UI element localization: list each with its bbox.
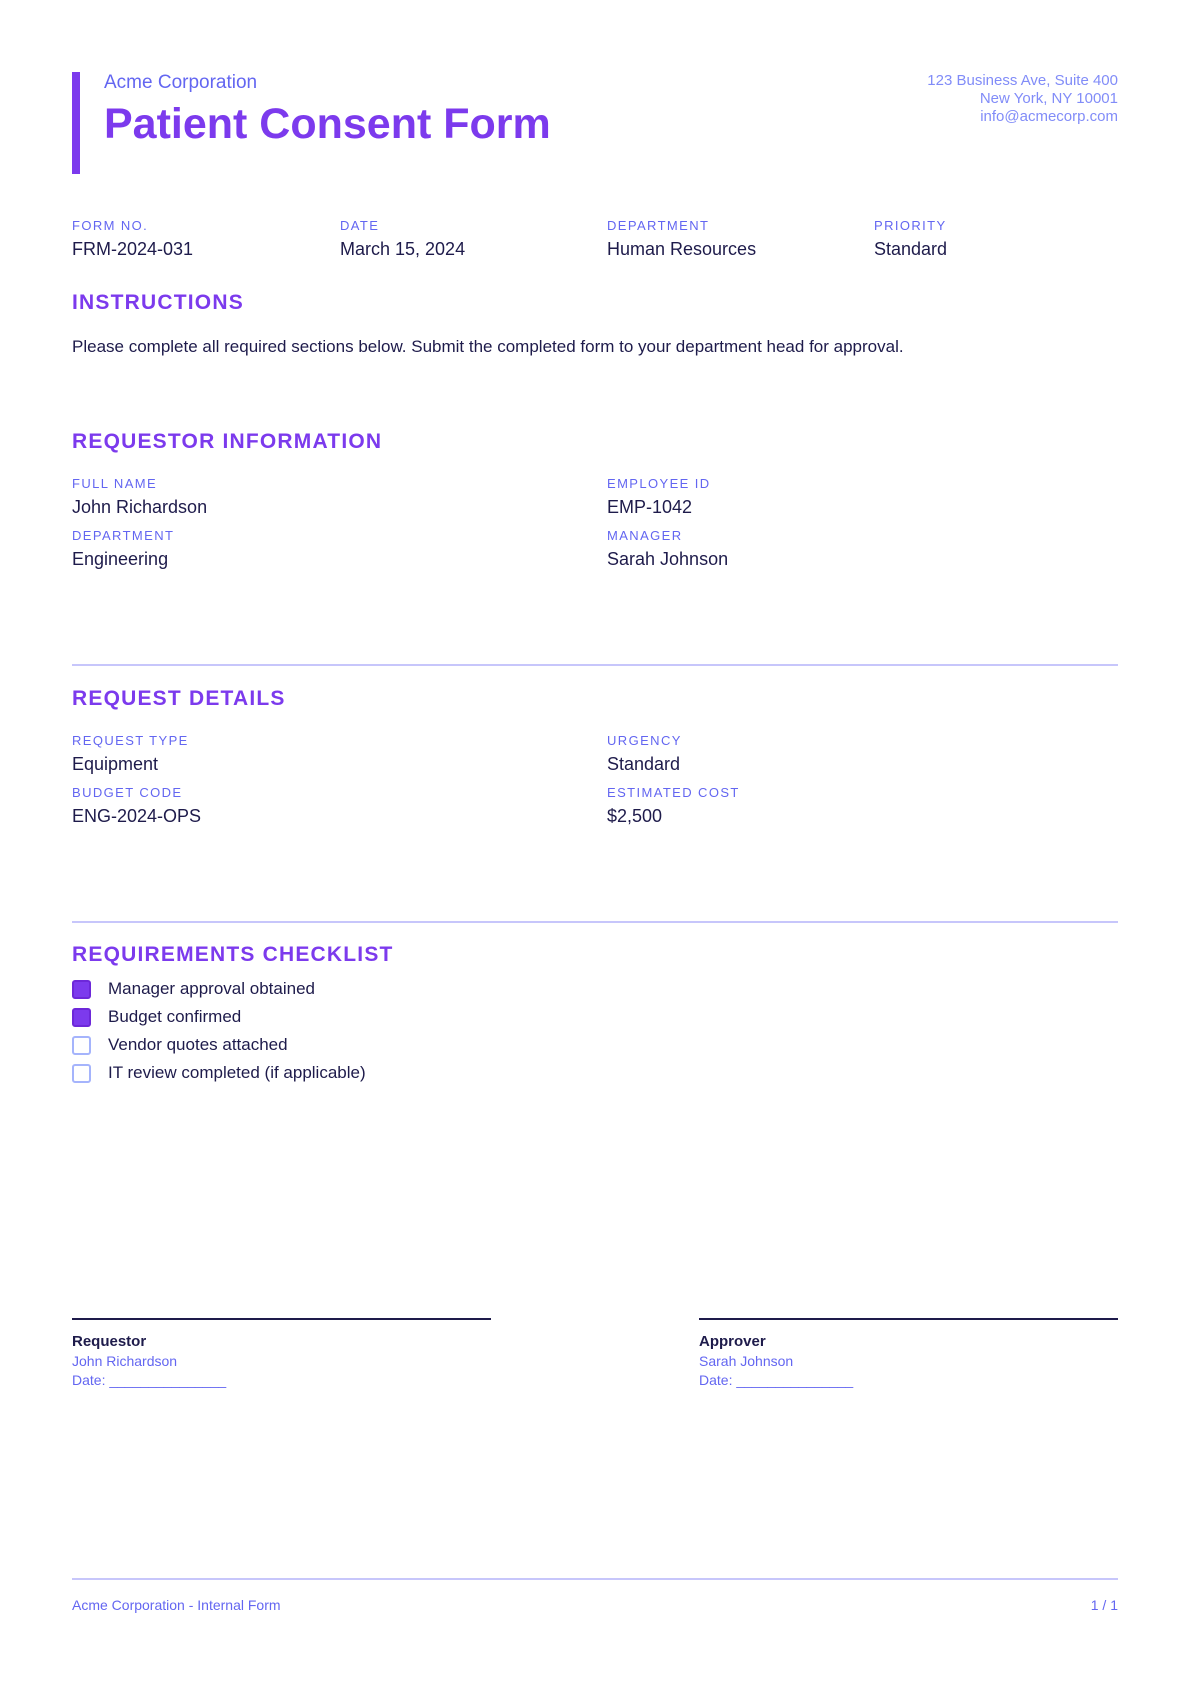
- checkbox[interactable]: [72, 1064, 91, 1083]
- checklist-item-label: Manager approval obtained: [108, 979, 315, 998]
- signature-role: Approver: [699, 1333, 766, 1350]
- signature-name: John Richardson: [72, 1353, 178, 1369]
- field-label: REQUEST TYPE: [72, 733, 189, 748]
- checklist-item: [72, 1059, 366, 1087]
- section-divider: [72, 664, 1118, 666]
- instructions-text: Please complete all required sections below. Submit the completed form to your department head for approval.: [72, 337, 904, 356]
- footer-text: Acme Corporation - Internal Form: [72, 1597, 281, 1613]
- meta-value: Human Resources: [607, 239, 757, 259]
- meta-label: FORM NO.: [72, 218, 149, 233]
- field-label: BUDGET CODE: [72, 785, 183, 800]
- form-page: [72, 0, 1118, 1683]
- field-value[interactable]: EMP-1042: [607, 497, 693, 517]
- signature-date[interactable]: Date: _______________: [72, 1372, 227, 1388]
- requestor-signature-block: [72, 1318, 491, 1388]
- field-label: URGENCY: [607, 733, 682, 748]
- checklist-item-label: Budget confirmed: [108, 1007, 242, 1026]
- page-title: Patient Consent Form: [104, 100, 551, 148]
- field-label: EMPLOYEE ID: [607, 476, 711, 491]
- checklist-heading: REQUIREMENTS CHECKLIST: [72, 943, 394, 966]
- company-address: [927, 72, 1118, 126]
- field-value[interactable]: John Richardson: [72, 497, 208, 517]
- field-value[interactable]: Engineering: [72, 549, 169, 569]
- signature-line[interactable]: [699, 1318, 1118, 1320]
- checklist-item-label: IT review completed (if applicable): [108, 1063, 366, 1082]
- field-budget-code: [72, 785, 201, 827]
- field-value[interactable]: ENG-2024-OPS: [72, 806, 202, 826]
- field-employee-id: [607, 476, 711, 518]
- field-value[interactable]: $2,500: [607, 806, 663, 826]
- footer-divider: [72, 1578, 1118, 1580]
- checkbox[interactable]: [72, 1008, 91, 1027]
- meta-department: [607, 218, 756, 260]
- form-meta-row: [72, 218, 1118, 268]
- field-full-name: [72, 476, 207, 518]
- approver-signature-block: [699, 1318, 1118, 1388]
- company-name: Acme Corporation: [104, 72, 258, 93]
- meta-date: [340, 218, 465, 260]
- checklist-item-label: Vendor quotes attached: [108, 1035, 288, 1054]
- page-number: 1 / 1: [1090, 1597, 1118, 1613]
- meta-priority: [874, 218, 947, 260]
- checkbox[interactable]: [72, 980, 91, 999]
- meta-value: March 15, 2024: [340, 239, 466, 259]
- meta-label: PRIORITY: [874, 218, 947, 233]
- company-email: info@acmecorp.com: [980, 108, 1118, 125]
- address-line-1: 123 Business Ave, Suite 400: [927, 72, 1118, 89]
- meta-label: DATE: [340, 218, 380, 233]
- instructions-heading: INSTRUCTIONS: [72, 291, 244, 314]
- checklist-item: [72, 975, 366, 1003]
- checklist-item: [72, 1003, 366, 1031]
- checkbox[interactable]: [72, 1036, 91, 1055]
- signature-role: Requestor: [72, 1333, 147, 1350]
- field-value[interactable]: Standard: [607, 754, 681, 774]
- field-manager: [607, 528, 728, 570]
- address-line-2: New York, NY 10001: [979, 90, 1118, 107]
- request-details-heading: REQUEST DETAILS: [72, 687, 286, 710]
- field-request-type: [72, 733, 189, 775]
- signature-name: Sarah Johnson: [699, 1353, 794, 1369]
- field-department: [72, 528, 174, 570]
- field-urgency: [607, 733, 682, 775]
- meta-form-number: [72, 218, 193, 260]
- requestor-section-heading: REQUESTOR INFORMATION: [72, 430, 383, 453]
- field-estimated-cost: [607, 785, 740, 827]
- meta-value: FRM-2024-031: [72, 239, 194, 259]
- field-label: DEPARTMENT: [72, 528, 175, 543]
- field-label: ESTIMATED COST: [607, 785, 740, 800]
- checklist-item: [72, 1031, 366, 1059]
- meta-value: Standard: [874, 239, 948, 259]
- field-value[interactable]: Equipment: [72, 754, 159, 774]
- requirements-checklist: [72, 975, 366, 1087]
- signature-line[interactable]: [72, 1318, 491, 1320]
- brand-accent-bar: [72, 72, 80, 174]
- field-label: MANAGER: [607, 528, 683, 543]
- field-value[interactable]: Sarah Johnson: [607, 549, 729, 569]
- signature-date[interactable]: Date: _______________: [699, 1372, 854, 1388]
- section-divider: [72, 921, 1118, 923]
- field-label: FULL NAME: [72, 476, 158, 491]
- meta-label: DEPARTMENT: [607, 218, 710, 233]
